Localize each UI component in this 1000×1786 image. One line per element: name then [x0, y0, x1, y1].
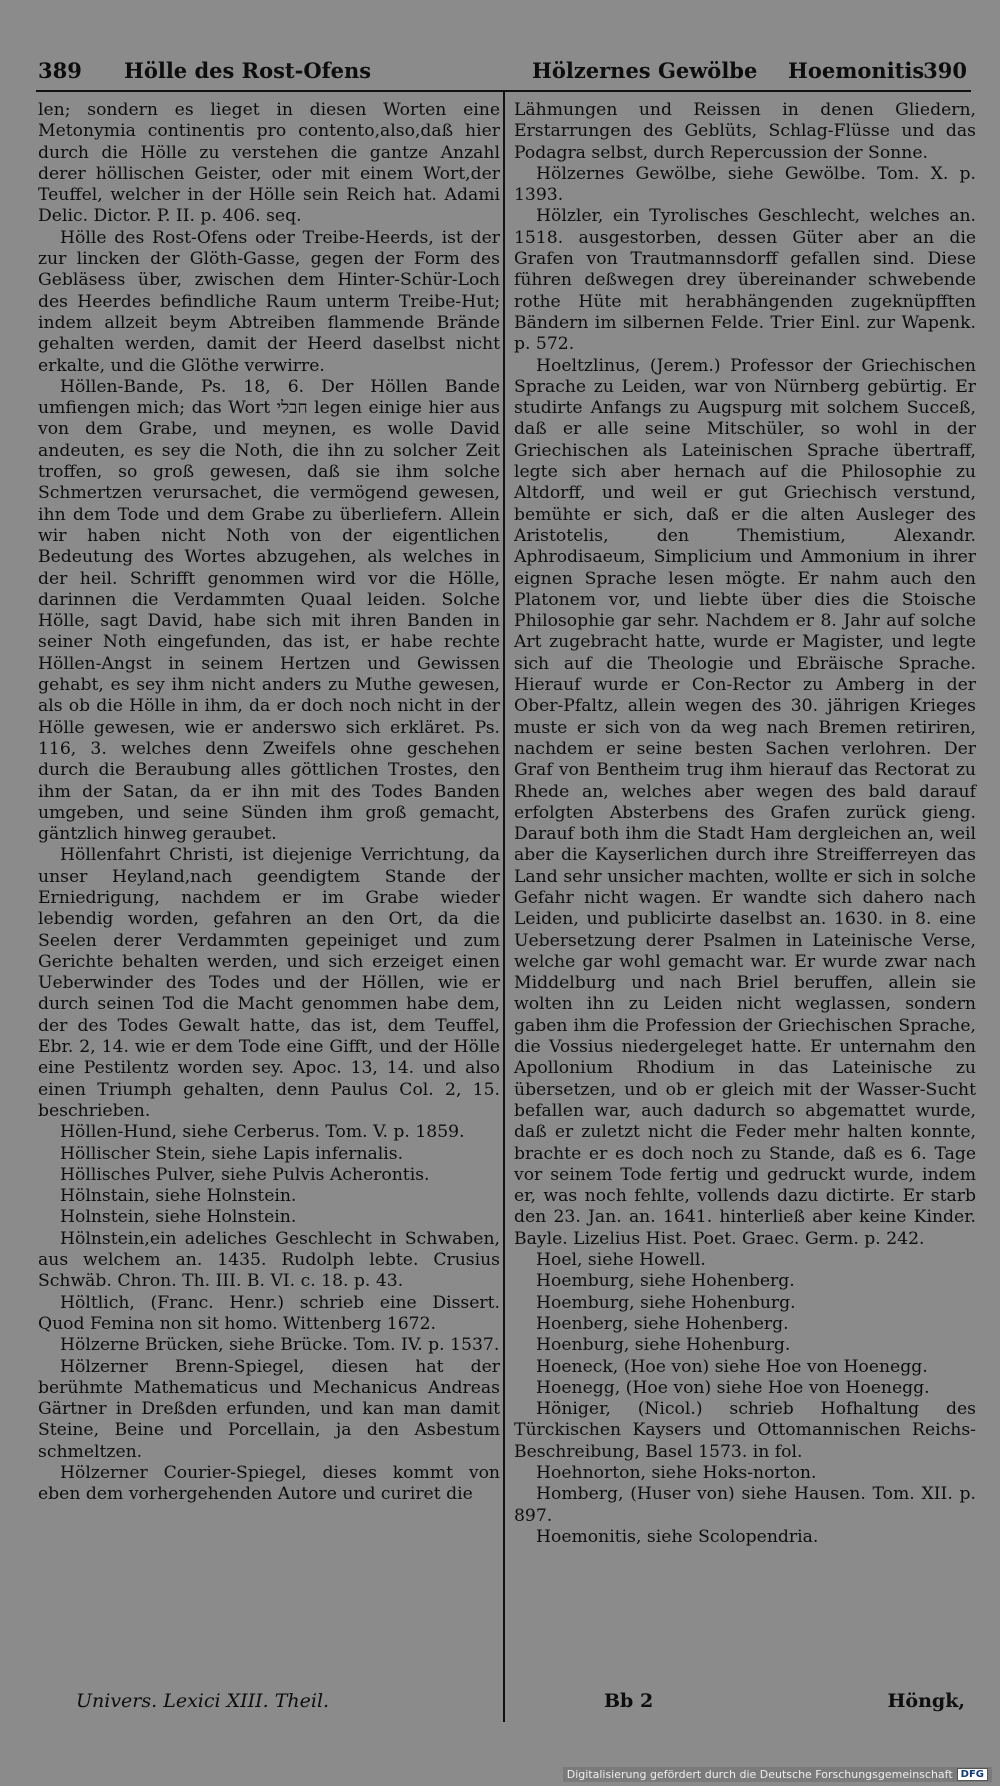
left-column — [38, 100, 500, 1506]
entry-paragraph: Hoeneck, (Hoe von) siehe Hoe von Hoenegg. — [536, 1356, 928, 1377]
header-title-left: Hölle des Rost-Ofens — [124, 58, 372, 83]
entry-paragraph: Hölzerner Courier-Spiegel, dieses kommt von eben dem vorhergehenden Autore und curiret die — [38, 1463, 500, 1505]
running-header — [36, 56, 971, 92]
entry-paragraph: Höllischer Stein, siehe Lapis infernalis. — [60, 1143, 404, 1164]
dfg-logo: DFG — [957, 1768, 988, 1781]
entry-paragraph: len; sondern es lieget in diesen Worten eine Metonymia continentis pro contento,also,daß hier durch die Hölle zu verstehen die gantze Anzahl derer höllischen Geister, oder mit einem Wort,der Teuffel, welcher in der Hölle sein Reich hat. Adami Delic. Dictor. P. II. p. 406. seq. — [38, 100, 500, 227]
entry-paragraph: Hölnstain, siehe Holnstein. — [60, 1186, 297, 1207]
entry-paragraph: Hoenburg, siehe Hohenburg. — [536, 1335, 791, 1356]
entry-paragraph: Hölzerne Brücken, siehe Brücke. Tom. IV. p. 1537. — [60, 1335, 500, 1356]
entry-paragraph: Hoemburg, siehe Hohenberg. — [536, 1271, 795, 1292]
entry-paragraph: Höllen-Bande, Ps. 18, 6. Der Höllen Bande umfiengen mich; das Wort חבלי legen einige hier aus von dem Grabe, und meynen, es wolle David andeuten, es sey die Noth, die ihn zu solcher Zeit troffen, so groß gewesen, daß sie ihm solche Schmertzen verursachet, die vermögend gewesen, ihn dem Tode und dem Grabe zu überliefern. Allein wir haben nicht Noth von der eigentlichen Bedeutung des Wortes abzugehen, als welches in der heil. Schrifft genommen wird vor die Hölle, darinnen die Verdammten Quaal leiden. Solche Hölle, sagt David, habe sich mit ihren Banden in seiner Noth eingefunden, das ist, er habe rechte Höllen-Angst in seinem Hertzen und Gewissen gehabt, es sey ihm nicht anders zu Muthe gewesen, als ob die Hölle in ihm, da er doch noch nicht in der Hölle gewesen, wie er anderswo sich erkläret. Ps. 116, 3. welches denn Zweifels ohne geschehen durch die Beraubung alles göttlichen Trostes, den ihm der Satan, da er ihn mit des Todes Banden umgeben, und seine Sünden ihm groß gemacht, gäntzlich hinweg geraubet. — [38, 376, 500, 845]
entry-paragraph: Höltlich, (Franc. Henr.) schrieb eine Dissert. Quod Femina non sit homo. Wittenberg 1672. — [38, 1292, 500, 1334]
entry-paragraph: Höniger, (Nicol.) schrieb Hofhaltung des Türckischen Kaysers und Ottomannischen Reichs-Beschreibung, Basel 1573. in fol. — [514, 1399, 976, 1462]
page-footer — [36, 1690, 971, 1720]
digitization-credit — [563, 1767, 992, 1782]
entry-paragraph: Hölzerner Brenn-Spiegel, diesen hat der berühmte Mathematicus und Mechanicus Andreas Gärtner in Dreßden erfunden, und kan man damit Steine, Beine und Porcellain, ja den Asbestum schmeltzen. — [38, 1356, 500, 1462]
entry-paragraph: Höllenfahrt Christi, ist diejenige Verrichtung, da unser Heyland,nach geendigtem Stande der Erniedrigung, nachdem er im Grabe wieder lebendig worden, gefahren an den Ort, da die Seelen derer Verdammten gepeiniget und zum Gerichte behalten werden, und sich erzeiget einen Ueberwinder des Todes und der Höllen, wie er durch seinen Tod die Macht genommen habe dem, der des Todes Gewalt hatte, das ist, dem Teuffel, Ebr. 2, 14. wie er dem Tode eine Gifft, und der Hölle eine Pestilentz worden sey. Apoc. 13, 14. und also einen Triumph gehalten, denn Paulus Col. 2, 15. beschrieben. — [38, 845, 500, 1121]
entry-paragraph: Hoenberg, siehe Hohenberg. — [536, 1313, 789, 1334]
entry-paragraph: Hoemburg, siehe Hohenburg. — [536, 1292, 796, 1313]
entry-paragraph: Hoehnorton, siehe Hoks-norton. — [536, 1463, 817, 1483]
header-title-right-2: Hoemonitis — [788, 58, 925, 83]
entry-paragraph: Hölnstein,ein adeliches Geschlecht in Schwaben, aus welchem an. 1435. Rudolph lebte. Crusius Schwäb. Chron. Th. III. B. VI. c. 18. p. 43. — [38, 1228, 500, 1292]
page-number-right: 390 — [923, 58, 967, 83]
signature-mark: Bb 2 — [604, 1690, 654, 1712]
entry-paragraph: Homberg, (Huser von) siehe Hausen. Tom. XII. p. 897. — [514, 1484, 976, 1526]
volume-signature: Univers. Lexici XIII. Theil. — [76, 1690, 330, 1712]
page-number-left: 389 — [38, 58, 82, 83]
entry-paragraph: Lähmungen und Reissen in denen Gliedern, Erstarrungen des Geblüts, Schlag-Flüsse und das Podagra selbst, durch Repercussion der Sonne. — [514, 100, 976, 163]
entry-paragraph: Höllen-Hund, siehe Cerberus. Tom. V. p. 1859. — [60, 1122, 465, 1143]
entry-paragraph: Hoemonitis, siehe Scolopendria. — [536, 1526, 819, 1547]
header-title-right: Hölzernes Gewölbe — [532, 58, 758, 83]
catchword: Höngk, — [887, 1690, 965, 1712]
entry-paragraph: Hölle des Rost-Ofens oder Treibe-Heerds, ist der zur lincken der Glöth-Gasse, gegen der Form des Gebläsess über, zwischen dem Hinter-Schür-Loch des Heerdes befindliche Raum unterm Treibe-Hut; indem allzeit beym Abtreiben flammende Brände gehalten werden, damit der Heerd daselbst nicht erkalte, und die Glöthe verwirre. — [38, 227, 500, 376]
right-column — [514, 100, 976, 1548]
entry-paragraph: Hölzler, ein Tyrolisches Geschlecht, welches an. 1518. ausgestorben, dessen Güter aber an die Grafen von Trautmannsdorff gefallen sind. Diese führen deßwegen drey übereinander schwebende rothe Hüte mit herabhängenden zugeknüpfften Bändern im silbernen Felde. Trier Einl. zur Wapenk. p. 572. — [514, 206, 976, 355]
entry-paragraph: Hoenegg, (Hoe von) siehe Hoe von Hoenegg. — [536, 1377, 930, 1398]
entry-paragraph: Hoeltzlinus, (Jerem.) Professor der Griechischen Sprache zu Leiden, war von Nürnberg gebürtig. Er studirte Anfangs zu Augspurg mit solchem Succeß, daß er alle seine Mitschüler, so wohl in der Griechischen als Lateinischen Sprache übertraff, legte sich aber hernach auf die Philosophie zu Altdorff, und weil er gut Griechisch verstund, bemühte er sich, daß er die alten Ausleger des Aristotelis, den Themistium, Alexandr. Aphrodisaeum, Simplicium und Ammonium in ihrer eignen Sprache lesen mögte. Er nahm auch den Platonem vor, und liebte über dies die Stoische Philosophie gar sehr. Nachdem er 8. Jahr auf solche Art zugebracht hatte, wurde er Magister, und legte sich auf die Theologie und Ebräische Sprache. Hierauf wurde er Con-Rector zu Amberg in der Ober-Pfaltz, allein wegen des 30. jährigen Krieges muste er sich von da weg nach Bremen retiriren, nachdem er seine besten Sachen verlohren. Der Graf von Bentheim trug ihm hierauf das Rectorat zu Rhede an, welches aber wegen des bald darauf erfolgten Absterbens des Grafen zurück gieng. Darauf both ihm die Stadt Ham dergleichen an, weil aber die Kayserlichen durch ihre Streifferreyen das Land sehr unsicher machten, wollte er sich in solche Gefahr nicht wagen. Er wandte sich dahero nach Leiden, und publicirte daselbst an. 1630. in 8. eine Uebersetzung derer Psalmen in Lateinische Verse, welche gar wohl gemacht war. Er wurde zwar nach Middelburg und nach Briel beruffen, allein sie wolten ihn zu Leiden nicht weglassen, sondern gaben ihm die Profession der Griechischen Sprache, die Vossius niedergeleget hatte. Er unternahm den Apollonium Rhodium in das Lateinische zu übersetzen, und ob er gleich mit der Wasser-Sucht befallen war, auch dadurch so abgemattet wurde, daß er zuletzt nicht die Feder mehr halten konnte, brachte er es doch noch zu Stande, daß es 6. Tage vor seinem Tode fertig und gedruckt wurde, indem er, was noch fehlte, vollends dazu dictirte. Er starb den 23. Jan. an. 1641. hinterließ aber keine Kinder. Bayle. Lizelius Hist. Poet. Graec. Germ. p. 242. — [514, 355, 976, 1249]
entry-paragraph: Höllisches Pulver, siehe Pulvis Acherontis. — [60, 1164, 430, 1185]
entry-paragraph: Holnstein, siehe Holnstein. — [60, 1207, 297, 1228]
credit-text: Digitalisierung gefördert durch die Deutsche Forschungsgemeinschaft — [566, 1768, 953, 1781]
column-divider — [503, 92, 505, 1722]
entry-paragraph: Hoel, siehe Howell. — [536, 1250, 706, 1271]
entry-paragraph: Hölzernes Gewölbe, siehe Gewölbe. Tom. X. p. 1393. — [514, 163, 976, 206]
